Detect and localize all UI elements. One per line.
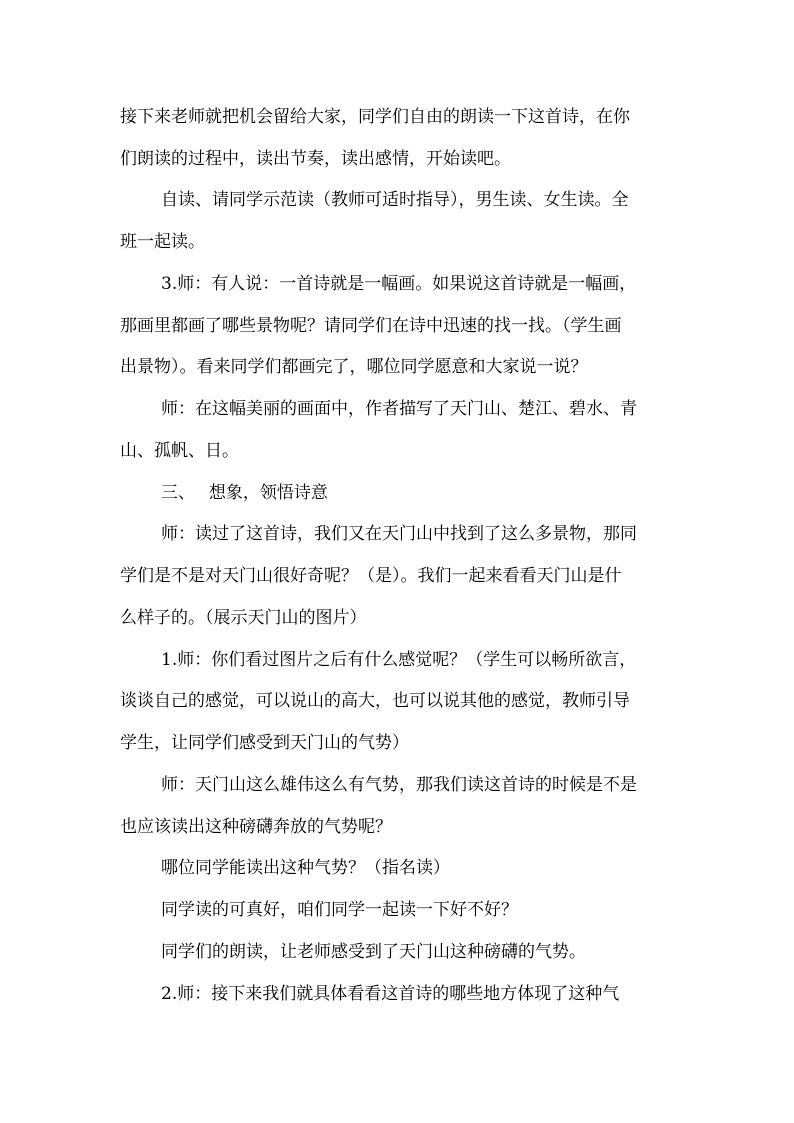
- paragraph-line: 3.师：有人说：一首诗就是一幅画。如果说这首诗就是一幅画，: [161, 274, 637, 294]
- paragraph-line: 1.师：你们看过图片之后有什么感觉呢？（学生可以畅所欲言，: [161, 650, 637, 670]
- paragraph-line: 师：读过了这首诗，我们又在天门山中找到了这么多景物，那同: [161, 524, 637, 544]
- paragraph-line: 师：天门山这么雄伟这么有气势，那我们读这首诗的时候是不是: [161, 775, 637, 795]
- paragraph-line: 接下来老师就把机会留给大家，同学们自由的朗读一下这首诗，在你: [120, 107, 630, 127]
- paragraph-line: 哪位同学能读出这种气势？（指名读）: [161, 858, 450, 878]
- paragraph-line: 也应该读出这种磅礴奔放的气势呢？: [120, 817, 392, 837]
- paragraph-line: 谈谈自己的感觉，可以说山的高大，也可以说其他的感觉，教师引导: [120, 691, 630, 711]
- paragraph-line: 出景物）。看来同学们都画完了，哪位同学愿意和大家说一说？: [120, 357, 588, 377]
- paragraph-line: 师：在这幅美丽的画面中，作者描写了天门山、楚江、碧水、青: [161, 399, 637, 419]
- paragraph-line: 学们是不是对天门山很好奇呢？（是）。我们一起来看看天门山是什: [120, 566, 622, 586]
- paragraph-line: 同学读的可真好，咱们同学一起读一下好不好？: [161, 900, 518, 920]
- paragraph-line: 同学们的朗读，让老师感受到了天门山这种磅礴的气势。: [161, 942, 586, 962]
- paragraph-line: 那画里都画了哪些景物呢？请同学们在诗中迅速的找一找。（学生画: [120, 316, 622, 336]
- paragraph-line: 么样子的。（展示天门山的图片）: [120, 608, 367, 628]
- section-heading: 三、 想象，领悟诗意: [161, 483, 328, 503]
- paragraph-line: 们朗读的过程中，读出节奏，读出感情，开始读吧。: [120, 149, 511, 169]
- paragraph-line: 班一起读。: [120, 232, 205, 252]
- paragraph-line: 山、孤帆、日。: [120, 441, 239, 461]
- paragraph-line: 2.师：接下来我们就具体看看这首诗的哪些地方体现了这种气: [161, 984, 620, 1004]
- paragraph-line: 自读、请同学示范读（教师可适时指导），男生读、女生读。全: [161, 190, 629, 210]
- paragraph-line: 学生，让同学们感受到天门山的气势）: [120, 733, 409, 753]
